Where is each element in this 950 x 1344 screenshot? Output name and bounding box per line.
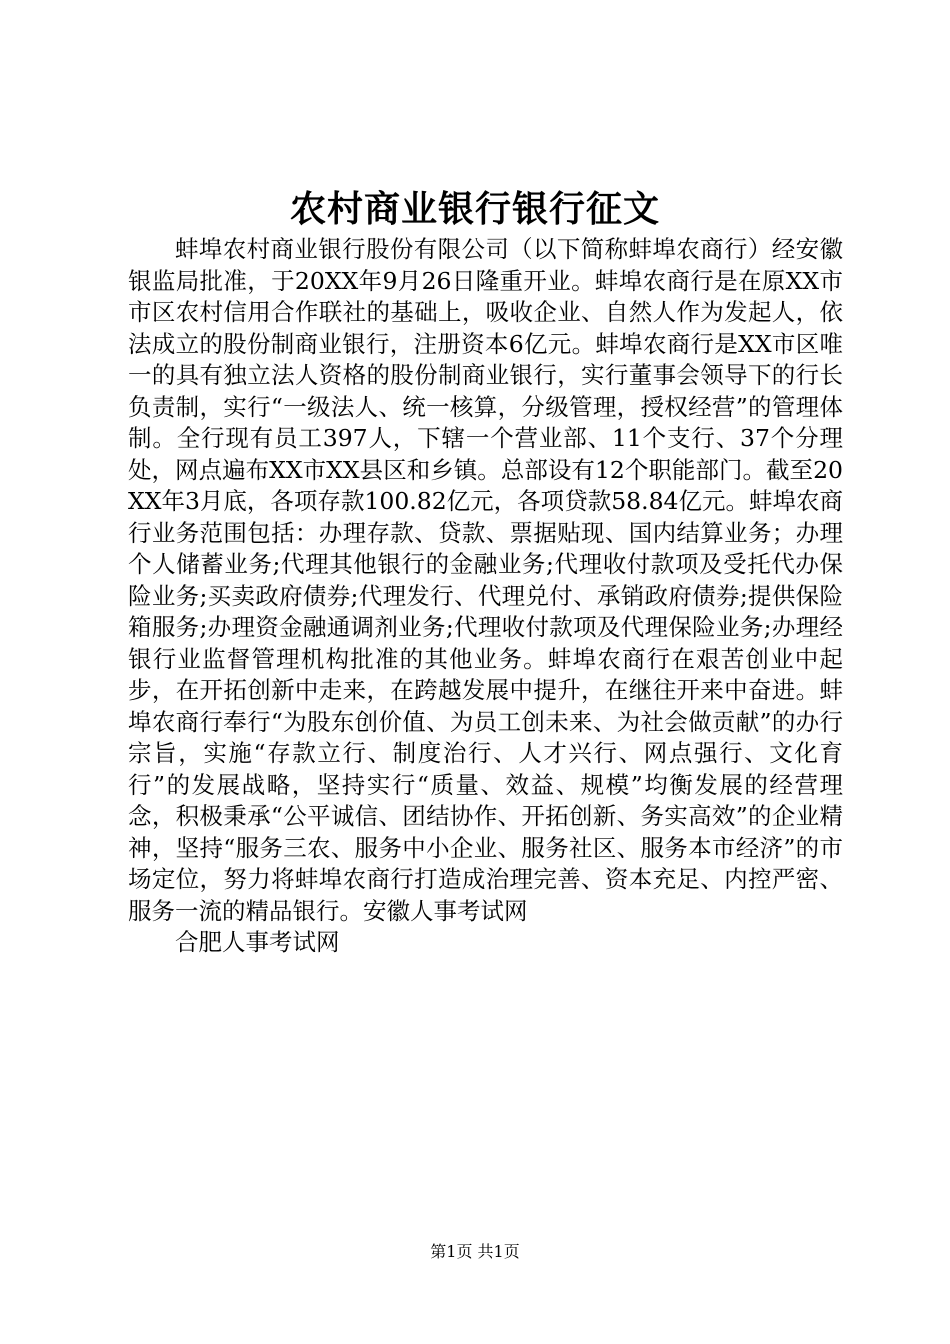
document-body — [128, 234, 843, 959]
page-footer: 第1页 共1页 — [430, 1242, 520, 1261]
body-paragraph: 蚌埠农村商业银行股份有限公司（以下简称蚌埠农商行）经安徽银监局批准，于20XX年9月26日隆重开业。蚌埠农商行是在原XX市市区农村信用合作联社的基础上，吸收企业、自然人作为发起人，依法成立的股份制商业银行，注册资本6亿元。蚌埠农商行是XX市区唯一的具有独立法人资格的股份制商业银行，实行董事会领导下的行长负责制，实行“一级法人、统一核算，分级管理，授权经营”的管理体制。全行现有员工397人，下辖一个营业部、11个支行、37个分理处，网点遍布XX市XX县区和乡镇。总部设有12个职能部门。截至20XX年3月底，各项存款100.82亿元，各项贷款58.84亿元。蚌埠农商行业务范围包括：办理存款、贷款、票据贴现、国内结算业务；办理个人储蓄业务;代理其他银行的金融业务;代理收付款项及受托代办保险业务;买卖政府债券;代理发行、代理兑付、承销政府债券;提供保险箱服务;办理资金融通调剂业务;代理收付款项及代理保险业务;办理经银行业监督管理机构批准的其他业务。蚌埠农商行在艰苦创业中起步，在开拓创新中走来，在跨越发展中提升，在继往开来中奋进。蚌埠农商行奉行“为股东创价值、为员工创未来、为社会做贡献”的办行宗旨，实施“存款立行、制度治行、人才兴行、网点强行、文化育行”的发展战略，坚持实行“质量、效益、规模”均衡发展的经营理念，积极秉承“公平诚信、团结协作、开拓创新、务实高效”的企业精神，坚持“服务三农、服务中小企业、服务社区、服务本市经济”的市场定位，努力将蚌埠农商行打造成治理完善、资本充足、内控严密、服务一流的精品银行。安徽人事考试网 — [128, 235, 843, 925]
body-paragraph: 合肥人事考试网 — [175, 928, 340, 956]
document-title: 农村商业银行银行征文 — [289, 188, 660, 230]
